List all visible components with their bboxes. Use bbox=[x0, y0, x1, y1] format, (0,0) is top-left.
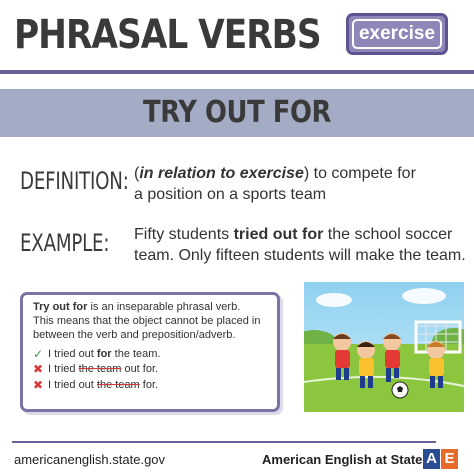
definition-open-paren: ( bbox=[134, 165, 140, 182]
footer-website-link[interactable]: americanenglish.state.gov bbox=[14, 452, 166, 467]
phrase-banner bbox=[0, 89, 474, 137]
example-line-2: team. Only fifteen students will make the team. bbox=[134, 247, 466, 264]
soccer-ball-icon bbox=[392, 382, 408, 398]
definition-line-1 bbox=[134, 163, 464, 184]
header-divider bbox=[0, 70, 474, 74]
usage-example-text bbox=[48, 362, 158, 378]
definition-label: DEFINITION: bbox=[20, 167, 129, 195]
struck-object: the team bbox=[78, 363, 122, 376]
soccer-kids-illustration bbox=[304, 282, 464, 412]
category-tag-label: exercise bbox=[352, 19, 442, 49]
example-line-1 bbox=[134, 224, 469, 245]
footer-divider bbox=[12, 441, 436, 443]
usage-intro-line-3: between the verb and preposition/adverb. bbox=[33, 329, 236, 342]
example-phrase: tried out for bbox=[233, 226, 324, 243]
cloud bbox=[316, 293, 352, 307]
cross-icon: ✖ bbox=[33, 377, 44, 392]
example-text bbox=[134, 224, 469, 266]
usage-intro bbox=[33, 300, 270, 314]
example-pre-text: I tried out bbox=[48, 378, 97, 391]
phrase-heading: TRY OUT FOR bbox=[143, 95, 331, 130]
usage-intro-bold: Try out for bbox=[33, 301, 88, 313]
example-post-text: for. bbox=[139, 378, 159, 391]
usage-example-text: I tried out for the team. bbox=[48, 347, 161, 360]
definition-close-paren: ) bbox=[303, 165, 310, 182]
example-post-text: out for. bbox=[121, 363, 159, 376]
logo-e-icon: E bbox=[441, 449, 458, 469]
usage-example-wrong-2 bbox=[33, 378, 270, 394]
usage-example-text bbox=[48, 378, 158, 394]
example-pre: Fifty students bbox=[134, 226, 234, 243]
usage-intro-line-2: This means that the object cannot be placed in bbox=[33, 315, 261, 328]
cross-icon: ✖ bbox=[33, 362, 44, 377]
usage-intro-line-1: is an inseparable phrasal verb. bbox=[87, 301, 241, 313]
definition-context: in relation to exercise bbox=[139, 165, 304, 182]
logo-a-icon: A bbox=[423, 449, 440, 469]
check-icon: ✓ bbox=[33, 346, 44, 361]
example-post: the school soccer bbox=[323, 226, 453, 243]
definition-text-1: to compete for bbox=[309, 165, 416, 182]
cloud bbox=[402, 288, 446, 304]
example-pre-text: I tried bbox=[48, 363, 79, 376]
category-tag bbox=[346, 13, 448, 55]
page-title: PHRASAL VERBS bbox=[14, 12, 321, 58]
definition-line-2: a position on a sports team bbox=[134, 186, 327, 203]
footer-brand: American English at State bbox=[262, 452, 423, 467]
usage-note-box bbox=[20, 292, 280, 412]
struck-object: the team bbox=[96, 378, 140, 391]
usage-example-correct bbox=[33, 347, 270, 363]
definition-text bbox=[134, 163, 464, 205]
example-label: EXAMPLE: bbox=[20, 229, 110, 257]
usage-example-wrong-1 bbox=[33, 362, 270, 378]
